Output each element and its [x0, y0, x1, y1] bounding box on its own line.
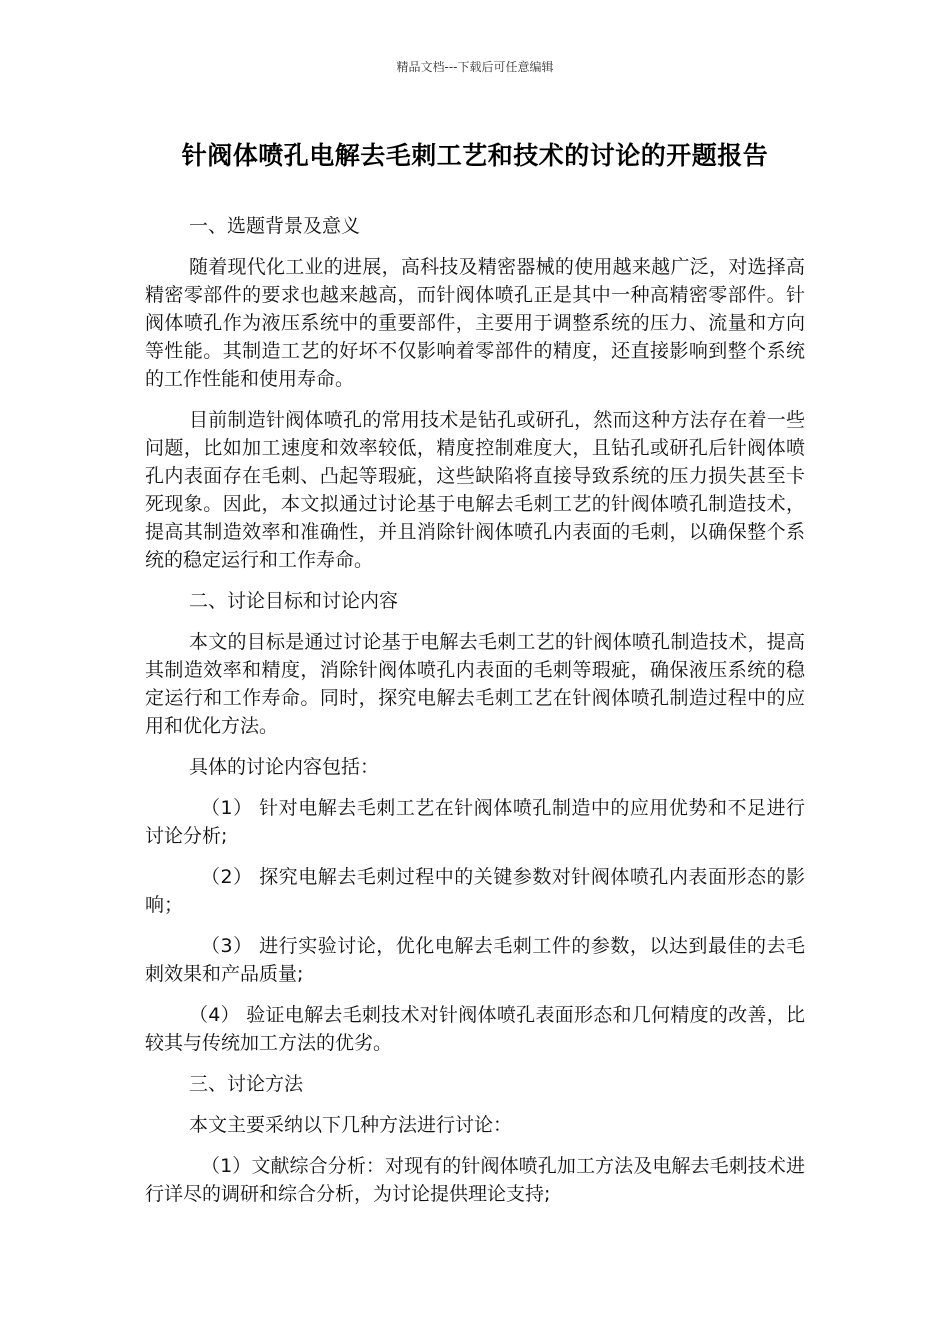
header-note: 精品文档---下载后可任意编辑: [396, 60, 554, 74]
list-item: （2） 探究电解去毛刺过程中的关键参数对针阀体喷孔内表面形态的影响；: [145, 866, 805, 916]
list-item: （1） 针对电解去毛刺工艺在针阀体喷孔制造中的应用优势和不足进行讨论分析;: [145, 797, 805, 847]
paragraph: 随着现代化工业的进展，高科技及精密器械的使用越来越广泛，对选择高精密零部件的要求也越来越高，而针阀体喷孔正是其中一种高精密零部件。针阀体喷孔作为液压系统中的重要部件，主要用于调整系统的压力、流量和方向等性能。其制造工艺的好坏不仅影响着零部件的精度，还直接影响到整个系统的工作性能和使用寿命。: [145, 256, 805, 390]
paragraph: 目前制造针阀体喷孔的常用技术是钻孔或研孔，然而这种方法存在着一些问题，比如加工速度和效率较低，精度控制难度大，且钻孔或研孔后针阀体喷孔内表面存在毛刺、凸起等瑕疵，这些缺陷将直接导致系统的压力损失甚至卡死现象。因此，本文拟通过讨论基于电解去毛刺工艺的针阀体喷孔制造技术，提高其制造效率和准确性，并且消除针阀体喷孔内表面的毛刺，以确保整个系统的稳定运行和工作寿命。: [145, 409, 805, 571]
paragraph: 本文的目标是通过讨论基于电解去毛刺工艺的针阀体喷孔制造技术，提高其制造效率和精度，消除针阀体喷孔内表面的毛刺等瑕疵，确保液压系统的稳定运行和工作寿命。同时，探究电解去毛刺工艺在针阀体喷孔制造过程中的应用和优化方法。: [145, 631, 805, 737]
section-heading-3: 三、讨论方法: [189, 1073, 304, 1095]
paragraph: 本文主要采纳以下几种方法进行讨论：: [189, 1114, 513, 1136]
document-body: [145, 212, 805, 1221]
section-heading-1: 一、选题背景及意义: [189, 215, 361, 237]
section-heading-2: 二、讨论目标和讨论内容: [189, 590, 399, 612]
list-item: （4） 验证电解去毛刺技术对针阀体喷孔表面形态和几何精度的改善，比较其与传统加工方法的优劣。: [145, 1004, 805, 1054]
list-item: （1）文献综合分析：对现有的针阀体喷孔加工方法及电解去毛刺技术进行详尽的调研和综合分析，为讨论提供理论支持;: [145, 1155, 805, 1205]
list-item: （3） 进行实验讨论，优化电解去毛刺工件的参数，以达到最佳的去毛刺效果和产品质量;: [145, 935, 805, 985]
paragraph: 具体的讨论内容包括：: [189, 756, 380, 778]
page-title: 针阀体喷孔电解去毛刺工艺和技术的讨论的开题报告: [181, 141, 769, 170]
